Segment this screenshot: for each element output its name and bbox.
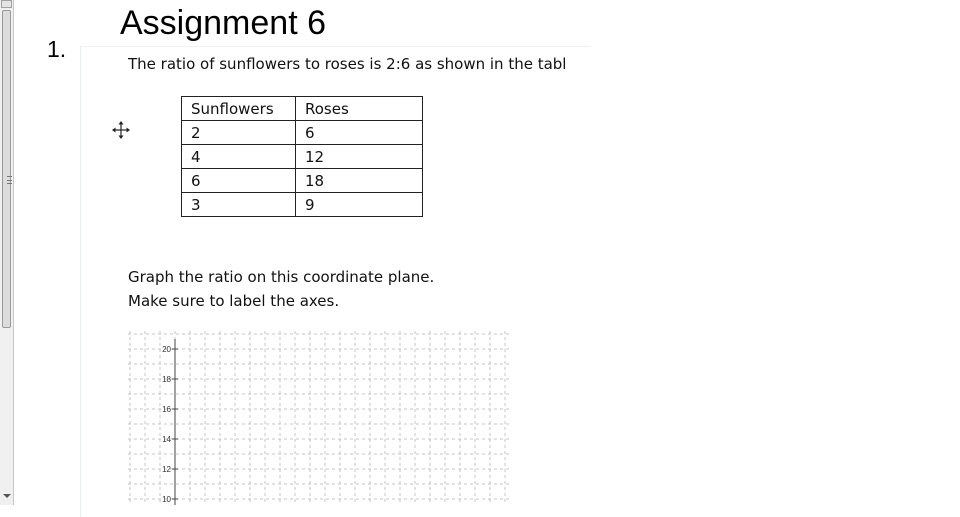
y-tick-label: 10 [162,495,171,504]
vertical-scrollbar[interactable] [0,0,14,505]
y-tick-label: 14 [162,435,171,444]
instruction-label-axes: Make sure to label the axes. [128,292,340,310]
grip-icon [7,176,12,184]
scroll-up-button[interactable] [1,0,12,8]
table-cell: 9 [296,193,423,217]
page-title: Assignment 6 [120,4,326,42]
ratio-table [181,96,423,217]
table-cell: 12 [296,145,423,169]
table-row [182,169,423,193]
scroll-down-icon[interactable] [3,494,11,498]
table-cell: 2 [182,121,296,145]
table-cell: 6 [182,169,296,193]
scroll-thumb[interactable] [2,10,11,328]
column-header-sunflowers: Sunflowers [182,97,296,121]
grid-lines [128,331,510,505]
y-tick-label: 12 [162,465,171,474]
column-header-roses: Roses [296,97,423,121]
table-cell: 3 [182,193,296,217]
table-header-row [182,97,423,121]
y-tick-label: 20 [162,345,171,354]
table-cell: 18 [296,169,423,193]
question-number: 1. [47,36,67,62]
coordinate-grid [128,331,510,505]
table-cell: 4 [182,145,296,169]
table-row [182,121,423,145]
instruction-graph: Graph the ratio on this coordinate plane. [128,268,435,286]
question-text: The ratio of sunflowers to roses is 2:6 as shown in the tabl [128,55,567,73]
move-arrows-icon[interactable] [112,121,130,139]
y-tick-label: 18 [162,375,171,384]
table-row [182,145,423,169]
table-row [182,193,423,217]
y-tick-label: 16 [162,405,171,414]
table-cell: 6 [296,121,423,145]
